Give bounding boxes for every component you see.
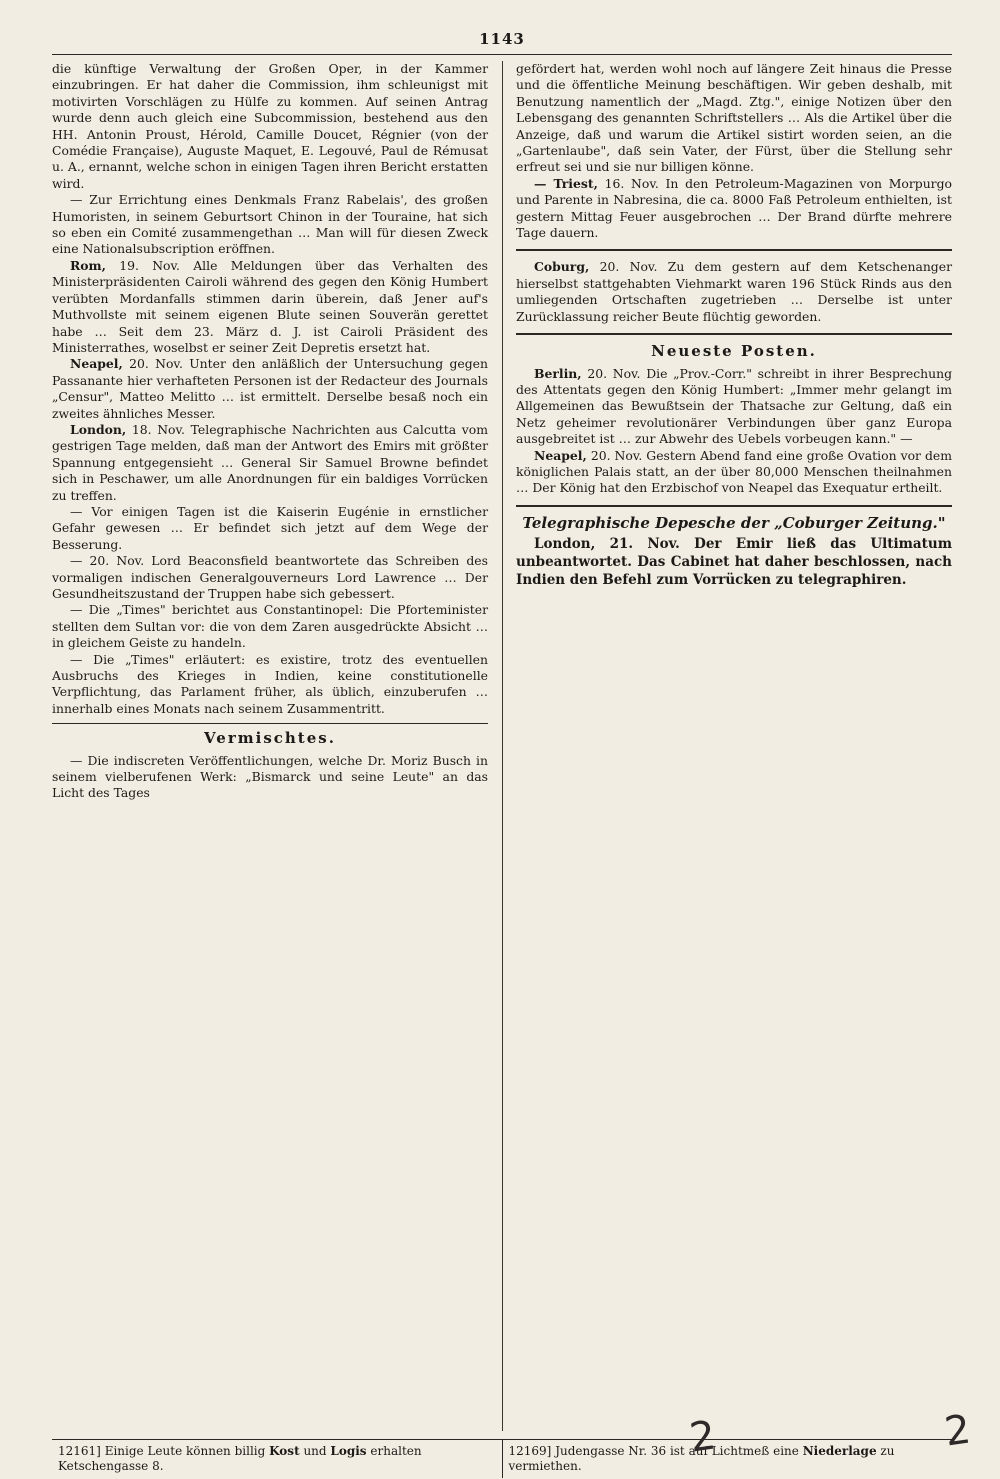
telegram-text: Der Emir ließ das Ultimatum unbeantwortet. Das Cabinet hat daher beschlossen, nach Indien den Befehl zum Vorrücken zu telegraphiren.: [516, 536, 952, 589]
column-divider: [502, 61, 503, 1431]
telegram-dateline: London,: [534, 536, 596, 553]
trieste-text: In den Petroleum-Magazinen von Morpurgo und Parente in Nabresina, die ca. 8000 Faß Petroleum enthielten, ist gestern Mittag Feuer ausgebrochen … Der Brand dürfte mehrere Tage dauern.: [516, 175, 952, 241]
ad-text-end: erhalten Ketschengasse 8.: [58, 1444, 422, 1473]
ad-text: Einige Leute können billig: [104, 1444, 266, 1458]
coburg-dateline: Coburg,: [534, 259, 590, 275]
top-rule: [52, 54, 952, 55]
rome-text: Alle Meldungen über das Verhalten des Ministerpräsidenten Cairoli während des gegen den König Humbert verübten Mordanfalls stimmen darin überein, daß Jener auf's Muthvollste mit seinem eigenen Blute seinen Souverän gerettet habe … Seit dem 23. März d. J. ist Cairoli Präsident des Ministerrathes, woselbst er seiner Zeit Depretis ersetzt hat.: [52, 257, 488, 355]
london-article: [52, 422, 488, 504]
naples-ovation-article: [516, 448, 952, 497]
ad-kost-logis: [52, 1440, 502, 1478]
times-parliament-article: — Die „Times" erläutert: es existire, trotz des eventuellen Ausbruchs des Krieges in Indien, keine constitutionelle Verpflichtung, das Parlament früher, als üblich, einzuberufen … innerhalb eines Monats nach seinem Zusammentritt.: [52, 651, 488, 716]
naples-article: [52, 356, 488, 422]
ad-number: 12169]: [508, 1444, 552, 1458]
trieste-article: [516, 176, 952, 242]
naples-ovation-dateline: Neapel,: [534, 447, 587, 463]
rome-article: [52, 258, 488, 356]
trieste-dateline: — Triest,: [534, 175, 598, 191]
columns: [52, 61, 952, 1431]
naples-dateline: Neapel,: [70, 356, 123, 372]
handwritten-mark: 2: [686, 1412, 719, 1462]
london-dateline: London,: [70, 421, 127, 437]
trieste-date: 16. Nov.: [604, 175, 659, 191]
classified-ads: [52, 1439, 952, 1478]
empress-article: — Vor einigen Tagen ist die Kaiserin Eugénie in ernstlicher Gefahr gewesen … Er befindet sich jetzt auf dem Wege der Besserung.: [52, 503, 488, 552]
coburg-article: [516, 259, 952, 325]
berlin-date: 20. Nov.: [587, 365, 641, 381]
naples-date: 20. Nov.: [129, 356, 183, 372]
telegram-date: 21. Nov.: [609, 536, 680, 553]
left-column: [52, 61, 488, 1431]
rome-date: 19. Nov.: [119, 257, 180, 273]
times-constantinople-article: — Die „Times" berichtet aus Constantinopel: Die Pforteminister stellten dem Sultan vor: die von dem Zaren ausgedrückte Absicht … in gleichem Geiste zu handeln.: [52, 602, 488, 651]
beaconsfield-article: — 20. Nov. Lord Beaconsfield beantwortete das Schreiben des vormaligen indischen Generalgouverneurs Lord Lawrence … Der Gesundheitszustand der Truppen habe sich gebessert.: [52, 553, 488, 601]
busch-article: gefördert hat, werden wohl noch auf längere Zeit hinaus die Presse und die öffentliche Meinung beschäftigen. Wir geben deshalb, mit Benutzung namentlich der „Magd. Ztg.", einige Notizen über den Lebensgang des genannten Schriftstellers … Als die Artikel über die Anzeige, daß und warum die Artikel sistirt worden seien, an die „Gartenlaube", daß sein Vater, der Fürst, über die Stellung sehr erfreut sei und sie nur billigen könne.: [516, 61, 952, 175]
berlin-article: [516, 366, 952, 448]
telegram-body: [516, 535, 952, 589]
neueste-rule: [516, 333, 952, 335]
vermischtes-rule: [52, 723, 488, 724]
rome-dateline: Rom,: [70, 257, 106, 273]
naples-ovation-text: Gestern Abend fand eine große Ovation vor dem königlichen Palais statt, an der über 80,000 Menschen theilnahmen … Der König hat den Erzbischof von Neapel das Exequatur ertheilt.: [516, 447, 952, 496]
vermischtes-title: Vermischtes.: [204, 729, 336, 748]
coburg-date: 20. Nov.: [599, 259, 658, 275]
ad-middle: zu vermiethen.: [508, 1444, 895, 1473]
london-date: 18. Nov.: [131, 421, 185, 437]
neueste-title: Neueste Posten.: [651, 342, 817, 361]
ad-bold-word: Niederlage: [802, 1444, 877, 1458]
ad-middle: und: [303, 1444, 327, 1458]
coburg-text: Zu dem gestern auf dem Ketschenanger hierselbst stattgehabten Viehmarkt waren 196 Stück Rinds aus den umliegenden Ortschaften zugetrieben … Derselbe ist unter Zurücklassung reicher Beute flüchtig geworden.: [516, 259, 952, 324]
right-column: [516, 61, 952, 1431]
telegram-rule: [516, 505, 952, 507]
london-text: Telegraphische Nachrichten aus Calcutta vom gestrigen Tage melden, daß man der Antwort des Emirs mit größter Spannung entgegensieht … General Sir Samuel Browne befindet sich in Peschawer, um alle Anordnungen für ein baldiges Vorrücken zu treffen.: [52, 421, 488, 503]
ad-bold-word: Kost: [269, 1444, 300, 1458]
naples-text: Unter den anläßlich der Untersuchung gegen Passanante hier verhafteten Personen ist der Redacteur des Journals „Censur", Matteo Melitto … ist ermittelt. Derselbe besaß noch ein zweites ähnliches Messer.: [52, 356, 488, 421]
telegram-title: Telegraphische Depesche der „Coburger Zeitung.": [522, 513, 946, 532]
ad-number: 12161]: [58, 1444, 101, 1458]
handwritten-mark: 2: [941, 1406, 974, 1456]
naples-ovation-date: 20. Nov.: [590, 447, 643, 463]
coburg-rule: [516, 249, 952, 251]
berlin-dateline: Berlin,: [534, 365, 582, 381]
berlin-text: Die „Prov.-Corr." schreibt in ihrer Besprechung des Attentats gegen den König Humbert: „Immer mehr gelangt im Allgemeinen das Bewußtsein der Thatsache zur Geltung, daß ein Netz geheimer revolutionärer Verbindungen über ganz Europa ausgebreitet ist … zur Abwehr des Uebels vorbeugen kann." —: [516, 365, 952, 447]
ad-niederlage: [502, 1440, 953, 1478]
vermischtes-article: — Die indiscreten Veröffentlichungen, welche Dr. Moriz Busch in seinem vielberufenen Werk: „Bismarck und seine Leute" an das Licht des Tages: [52, 752, 488, 801]
ad-bold-word: Logis: [330, 1444, 367, 1458]
rabelais-article: — Zur Errichtung eines Denkmals Franz Rabelais', des großen Humoristen, in seinem Geburtsort Chinon in der Touraine, hat sich so eben ein Comité zusammengethan … Man will für diesen Zweck eine Nationalsubscription eröffnen.: [52, 192, 488, 257]
ad-text: Judengasse Nr. 36 ist auf Lichtmeß eine: [555, 1444, 799, 1458]
opera-article: die künftige Verwaltung der Großen Oper, in der Kammer einzubringen. Er hat daher die Commission, ihm schleunigst mit motivirten Vorschlägen zu Hülfe zu kommen. Auf seinen Antrag wurde denn auch gleich eine Subcommission, bestehend aus den HH. Antonin Proust, Hérold, Camille Doucet, Régnier (von der Comédie Française), Auguste Maquet, E. Legouvé, Paul de Rémusat u. A., ernannt, welche schon in einigen Tagen ihren Bericht erstatten wird.: [52, 61, 488, 191]
page-number: 1143: [479, 30, 525, 48]
